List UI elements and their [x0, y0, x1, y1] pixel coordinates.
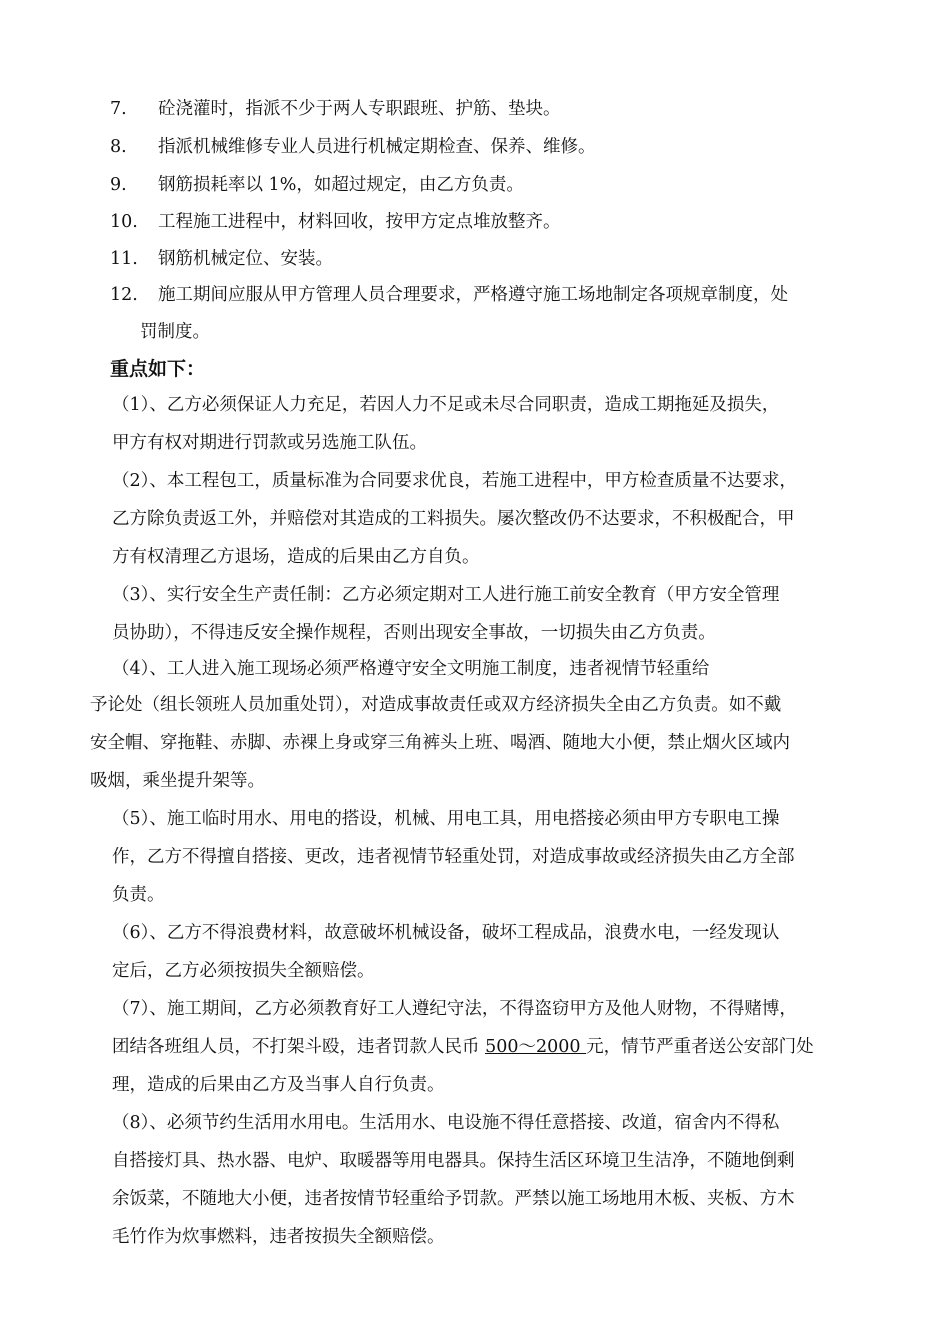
paragraph-3-line-1: （3）、实行安全生产责任制：乙方必须定期对工人进行施工前安全教育（甲方安全管理 [112, 585, 780, 605]
item-text: 施工期间应服从甲方管理人员合理要求，严格遵守施工场地制定各项规章制度，处 [158, 285, 788, 305]
list-item-8 [110, 128, 596, 166]
list-item-12-continuation: 罚制度。 [140, 322, 210, 342]
item-number: 12. [110, 285, 138, 305]
item-text: 工程施工进程中，材料回收，按甲方定点堆放整齐。 [158, 212, 561, 232]
paragraph-7-line-1: （7）、施工期间，乙方必须教育好工人遵纪守法，不得盗窃甲方及他人财物，不得赌博， [112, 999, 797, 1019]
fine-amount: 500～2000 [485, 1037, 587, 1057]
paragraph-4-line-3: 安全帽、穿拖鞋、赤脚、赤裸上身或穿三角裤头上班、喝酒、随地大小便，禁止烟火区域内 [90, 733, 790, 753]
paragraph-5-line-3: 负责。 [112, 885, 165, 905]
paragraph-1-line-2: 甲方有权对期进行罚款或另选施工队伍。 [112, 433, 427, 453]
paragraph-7-line-2 [112, 1028, 814, 1066]
paragraph-7-text-before-amount: 团结各班组人员，不打架斗殴，违者罚款人民币 [112, 1037, 486, 1057]
list-item-11 [110, 240, 333, 278]
item-text: 砼浇灌时，指派不少于两人专职跟班、护筋、垫块。 [158, 99, 561, 119]
item-number: 10. [110, 212, 138, 232]
paragraph-8-line-3: 余饭菜，不随地大小便，违者按情节轻重给予罚款。严禁以施工场地用木板、夹板、方木 [112, 1189, 795, 1209]
paragraph-6-line-1: （6）、乙方不得浪费材料，故意破坏机械设备，破坏工程成品，浪费水电，一经发现认 [112, 923, 780, 943]
paragraph-5-line-2: 作，乙方不得擅自搭接、更改，违者视情节轻重处罚，对造成事故或经济损失由乙方全部 [112, 847, 795, 867]
paragraph-2-line-1: （2）、本工程包工，质量标准为合同要求优良，若施工进程中，甲方检查质量不达要求， [112, 471, 797, 491]
list-item-7 [110, 90, 561, 128]
list-item-10 [110, 203, 561, 241]
paragraph-8-line-2: 自搭接灯具、热水器、电炉、取暖器等用电器具。保持生活区环境卫生洁净，不随地倒剩 [112, 1151, 795, 1171]
paragraph-4-line-4: 吸烟，乘坐提升架等。 [90, 771, 265, 791]
item-text: 钢筋机械定位、安装。 [158, 249, 333, 269]
paragraph-6-line-2: 定后，乙方必须按损失全额赔偿。 [112, 961, 375, 981]
item-number: 8. [110, 137, 127, 157]
paragraph-4-line-1: （4）、工人进入施工现场必须严格遵守安全文明施工制度，违者视情节轻重给 [112, 659, 710, 679]
paragraph-8-line-4: 毛竹作为炊事燃料，违者按损失全额赔偿。 [112, 1227, 445, 1247]
paragraph-2-line-3: 方有权清理乙方退场，造成的后果由乙方自负。 [112, 547, 480, 567]
paragraph-8-line-1: （8）、必须节约生活用水用电。生活用水、电设施不得任意搭接、改道，宿舍内不得私 [112, 1113, 780, 1133]
paragraph-5-line-1: （5）、施工临时用水、用电的搭设，机械、用电工具，用电搭接必须由甲方专职电工操 [112, 809, 780, 829]
item-text: 钢筋损耗率以 1%，如超过规定，由乙方负责。 [158, 175, 524, 195]
paragraph-3-line-2: 员协助），不得违反安全操作规程，否则出现安全事故，一切损失由乙方负责。 [112, 623, 716, 643]
item-text: 指派机械维修专业人员进行机械定期检查、保养、维修。 [158, 137, 596, 157]
paragraph-2-line-2: 乙方除负责返工外，并赔偿对其造成的工料损失。屡次整改仍不达要求，不积极配合，甲 [112, 509, 795, 529]
item-number: 9. [110, 175, 127, 195]
item-number: 11. [110, 249, 138, 269]
paragraph-7-text-after-amount: 元，情节严重者送公安部门处 [586, 1037, 814, 1057]
list-item-12 [110, 276, 788, 314]
item-number: 7. [110, 99, 127, 119]
paragraph-7-line-3: 理，造成的后果由乙方及当事人自行负责。 [112, 1075, 445, 1095]
section-heading: 重点如下： [110, 358, 206, 380]
paragraph-4-line-2: 予论处（组长领班人员加重处罚），对造成事故责任或双方经济损失全由乙方负责。如不戴 [90, 695, 782, 715]
list-item-9 [110, 166, 524, 204]
paragraph-1-line-1: （1）、乙方必须保证人力充足，若因人力不足或未尽合同职责，造成工期拖延及损失， [112, 395, 780, 415]
